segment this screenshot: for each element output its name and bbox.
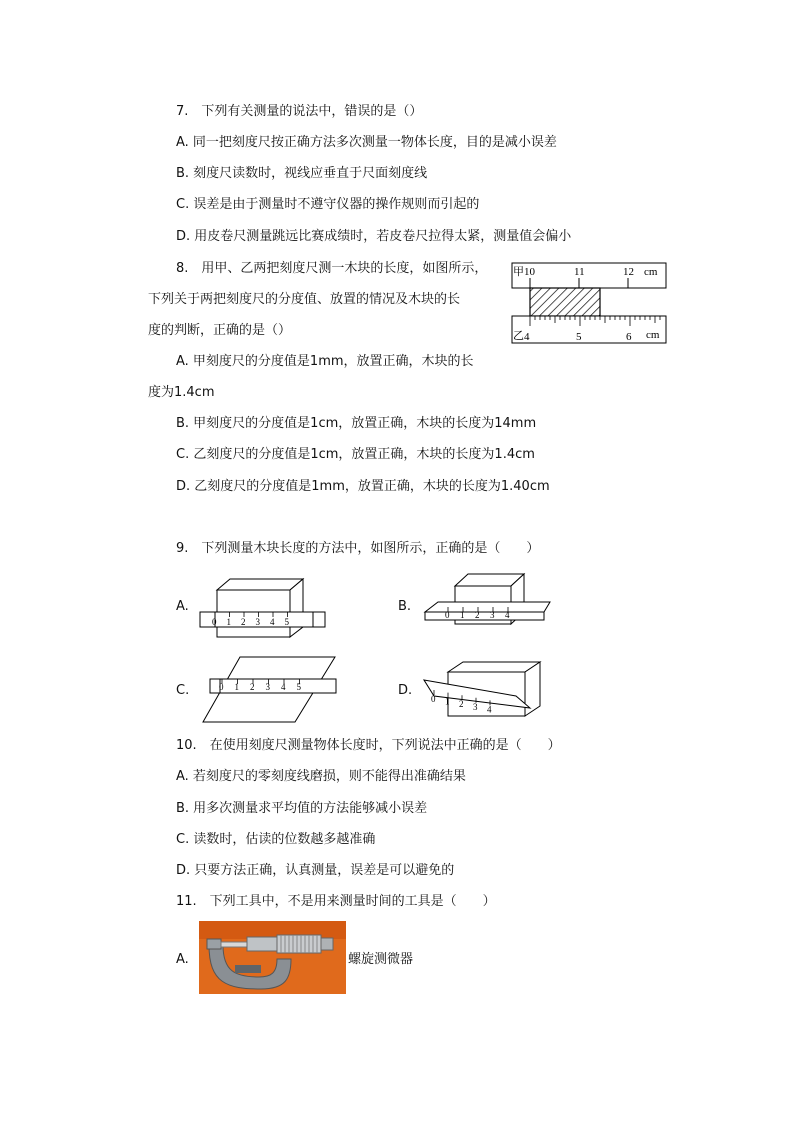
q8-stem-line-1: 8. 用甲、乙两把刻度尺测一木块的长度，如图所示， bbox=[176, 261, 488, 276]
q9-figure-c bbox=[200, 655, 340, 725]
ruler-jia-label: 甲 bbox=[513, 266, 524, 278]
scale-digit: 2 bbox=[241, 617, 246, 627]
q9-label-c: C. bbox=[176, 683, 190, 698]
ruler-jia-unit: cm bbox=[644, 266, 658, 278]
q7-option-d: D. 用皮卷尺测量跳远比赛成绩时，若皮卷尺拉得太紧，测量值会偏小 bbox=[176, 229, 572, 244]
q9-figure-b bbox=[420, 572, 560, 634]
micrometer-image bbox=[199, 921, 346, 994]
scale-digit: 1 bbox=[234, 682, 239, 692]
scale-digit: 5 bbox=[296, 682, 301, 692]
ruler-jia-tick-10: 10 bbox=[524, 266, 535, 278]
ruler-jia-tick-12: 12 bbox=[623, 266, 634, 278]
q8-option-a-line-2: 度为1.4cm bbox=[148, 385, 215, 400]
ruler-yi-tick-4: 4 bbox=[524, 331, 530, 343]
q8-option-c: C. 乙刻度尺的分度值是1cm，放置正确，木块的长度为1.4cm bbox=[176, 447, 535, 462]
q9-figure-a bbox=[195, 575, 330, 640]
ruler-yi-label: 乙 bbox=[513, 330, 524, 342]
q7-option-b: B. 刻度尺读数时，视线应垂直于尺面刻度线 bbox=[176, 166, 428, 181]
scale-digit: 3 bbox=[255, 617, 260, 627]
q9-label-d: D. bbox=[398, 683, 413, 698]
q9-stem: 9. 下列测量木块长度的方法中，如图所示，正确的是（ ） bbox=[176, 541, 540, 556]
scale-digit: 5 bbox=[284, 617, 289, 627]
q7-option-c: C. 误差是由于测量时不遵守仪器的操作规则而引起的 bbox=[176, 197, 480, 212]
q10-option-a: A. 若刻度尺的零刻度线磨损，则不能得出准确结果 bbox=[176, 769, 466, 784]
q10-stem: 10. 在使用刻度尺测量物体长度时，下列说法中正确的是（ ） bbox=[176, 738, 561, 753]
q7-option-a: A. 同一把刻度尺按正确方法多次测量一物体长度，目的是减小误差 bbox=[176, 135, 557, 150]
scale-digit: 3 bbox=[265, 682, 270, 692]
wooden-block bbox=[530, 288, 600, 316]
q8-stem-line-3: 度的判断，正确的是（） bbox=[148, 323, 292, 338]
q8-option-b: B. 甲刻度尺的分度值是1cm，放置正确，木块的长度为14mm bbox=[176, 416, 537, 431]
q8-option-a-line-1: A. 甲刻度尺的分度值是1mm，放置正确，木块的长 bbox=[176, 354, 474, 369]
scale-digit: 0 bbox=[431, 694, 436, 704]
scale-digit: 4 bbox=[505, 610, 510, 620]
scale-digit: 4 bbox=[281, 682, 286, 692]
ruler-yi-tick-5: 5 bbox=[576, 331, 582, 343]
q10-option-c: C. 读数时，估读的位数越多越准确 bbox=[176, 832, 376, 847]
q7-stem: 7. 下列有关测量的说法中，错误的是（） bbox=[176, 104, 423, 119]
q10-option-d: D. 只要方法正确，认真测量，误差是可以避免的 bbox=[176, 863, 455, 878]
scale-digit: 2 bbox=[475, 610, 480, 620]
q10-option-b: B. 用多次测量求平均值的方法能够减小误差 bbox=[176, 801, 428, 816]
q11-option-a-caption: 螺旋测微器 bbox=[348, 952, 414, 967]
q8-option-d: D. 乙刻度尺的分度值是1mm，放置正确，木块的长度为1.40cm bbox=[176, 479, 550, 494]
ruler-yi-unit: cm bbox=[646, 329, 660, 341]
scale-digit: 1 bbox=[226, 617, 231, 627]
q8-stem-line-2: 下列关于两把刻度尺的分度值、放置的情况及木块的长 bbox=[148, 292, 461, 307]
scale-digit: 1 bbox=[460, 610, 465, 620]
scale-digit: 2 bbox=[459, 699, 464, 710]
q11-stem: 11. 下列工具中，不是用来测量时间的工具是（ ） bbox=[176, 894, 496, 909]
ruler-jia-tick-11: 11 bbox=[574, 266, 585, 278]
q9-label-b: B. bbox=[398, 599, 412, 614]
scale-digit: 0 bbox=[445, 610, 450, 620]
scale-digit: 4 bbox=[487, 704, 492, 715]
scale-digit: 4 bbox=[270, 617, 275, 627]
scale-digit: 0 bbox=[219, 682, 224, 692]
ruler-jia bbox=[512, 263, 666, 288]
q9-figure-d bbox=[420, 660, 545, 718]
scale-digit: 3 bbox=[490, 610, 495, 620]
q8-ruler-figure bbox=[510, 260, 670, 346]
scale-digit: 1 bbox=[445, 696, 450, 707]
ruler-yi-tick-6: 6 bbox=[626, 331, 632, 343]
scale-digit: 0 bbox=[212, 617, 217, 627]
q11-option-a-label: A. bbox=[176, 952, 189, 967]
scale-digit: 3 bbox=[473, 701, 478, 712]
ruler-yi bbox=[512, 316, 666, 343]
scale-digit: 2 bbox=[250, 682, 255, 692]
q9-label-a: A. bbox=[176, 599, 189, 614]
